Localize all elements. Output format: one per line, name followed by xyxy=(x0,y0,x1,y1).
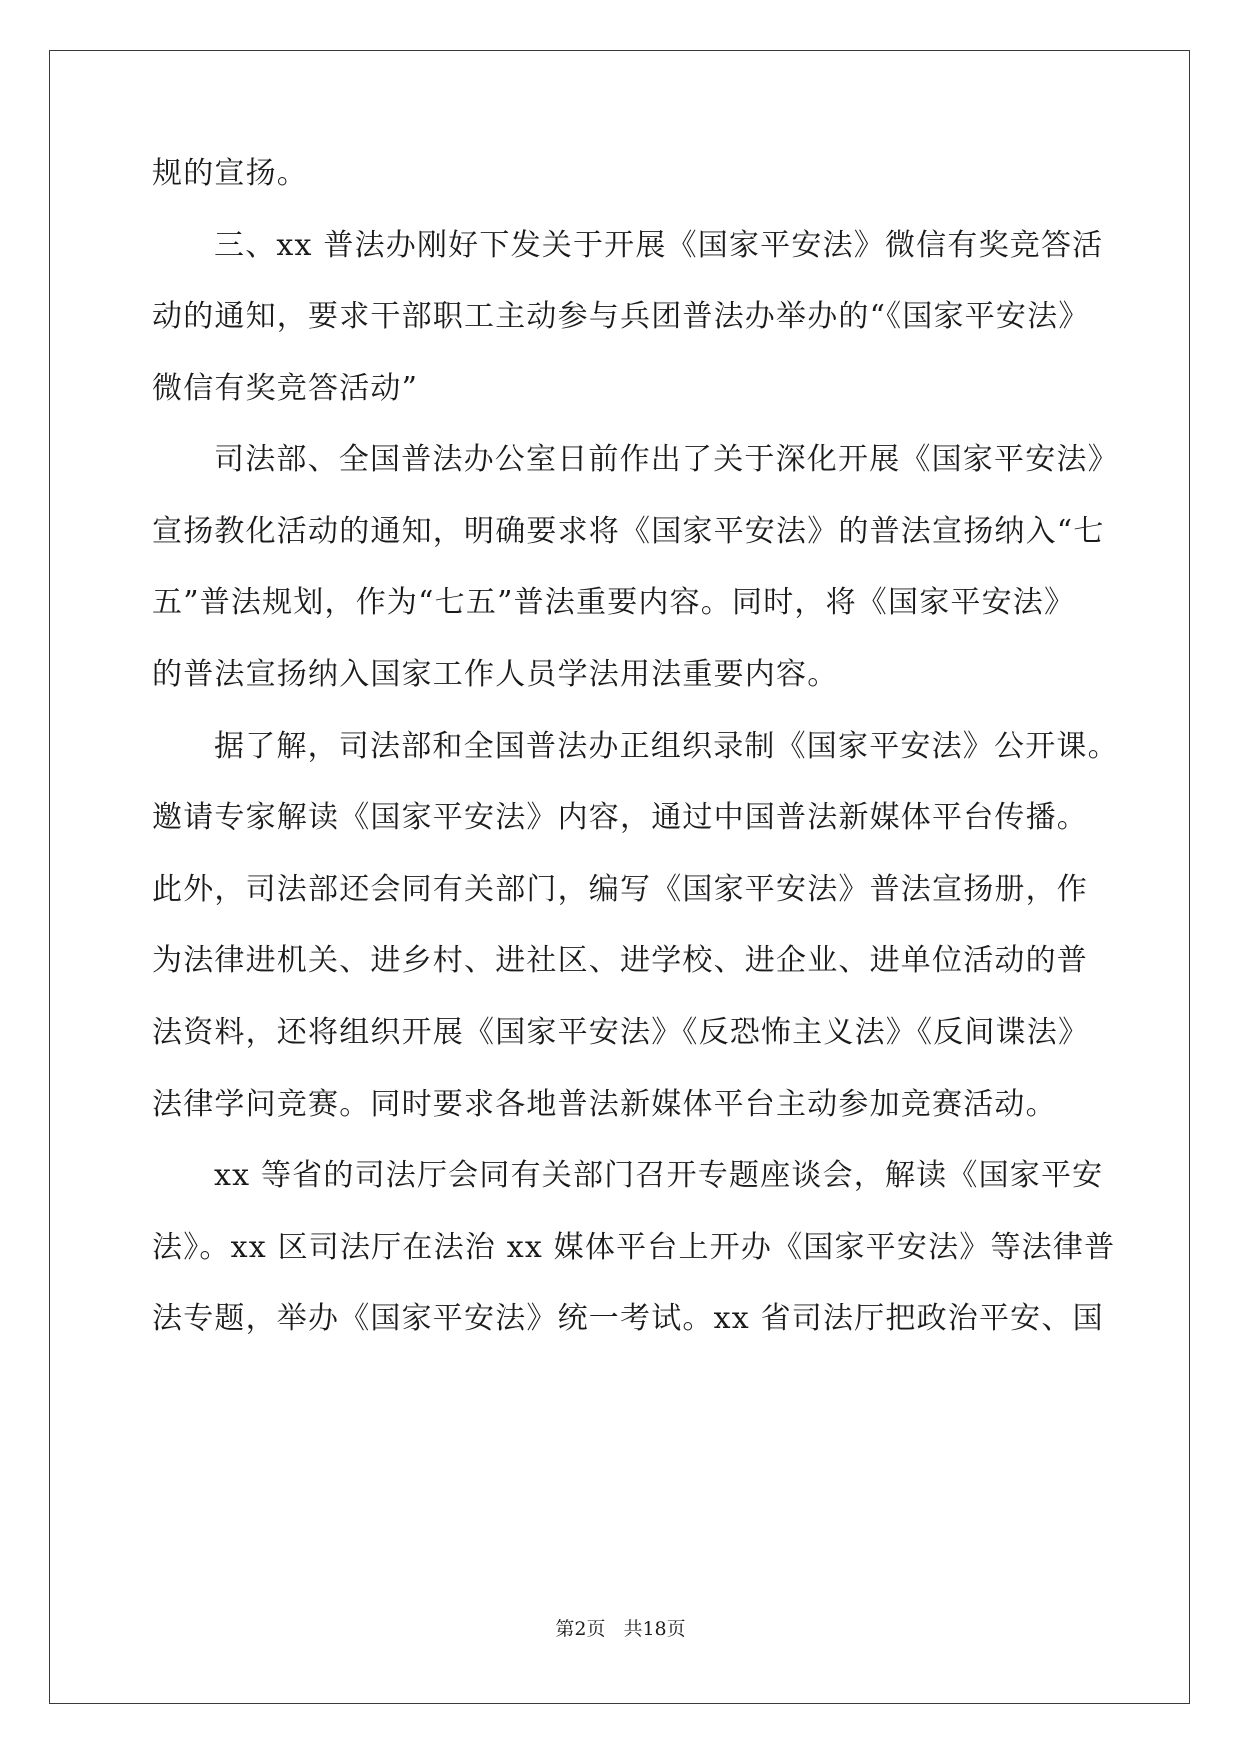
page-footer xyxy=(0,1617,1241,1641)
text-line: 动的通知，要求干部职工主动参与兵团普法办举办的“《国家平安法》 xyxy=(152,299,1090,334)
text-line: 此外，司法部还会同有关部门，编写《国家平安法》普法宣扬册，作 xyxy=(152,872,1088,907)
text-line: 微信有奖竞答活动” xyxy=(152,371,419,406)
page-number: 第2页 xyxy=(555,1618,606,1640)
text-line: 法资料，还将组织开展《国家平安法》《反恐怖主义法》《反间谍法》 xyxy=(152,1015,1090,1050)
text-line: 为法律进机关、进乡村、进社区、进学校、进企业、进单位活动的普 xyxy=(152,943,1088,978)
text-line: 法》。xx 区司法厅在法治 xx 媒体平台上开办《国家平安法》等法律普 xyxy=(152,1230,1116,1265)
text-line: 法专题，举办《国家平安法》统一考试。xx 省司法厅把政治平安、国 xyxy=(152,1301,1104,1336)
text-line: 规的宣扬。 xyxy=(152,156,308,191)
text-line: 邀请专家解读《国家平安法》内容，通过中国普法新媒体平台传播。 xyxy=(152,800,1088,835)
text-line: 据了解，司法部和全国普法办正组织录制《国家平安法》公开课。 xyxy=(214,729,1119,764)
text-line: 的普法宣扬纳入国家工作人员学法用法重要内容。 xyxy=(152,657,839,692)
page-total: 共18页 xyxy=(623,1618,686,1640)
text-line: 五”普法规划，作为“七五”普法重要内容。同时，将《国家平安法》 xyxy=(152,585,1076,620)
text-line: xx 等省的司法厅会同有关部门召开专题座谈会，解读《国家平安 xyxy=(214,1158,1104,1193)
text-line: 法律学问竞赛。同时要求各地普法新媒体平台主动参加竞赛活动。 xyxy=(152,1087,1057,1122)
text-line: 三、xx 普法办刚好下发关于开展《国家平安法》微信有奖竞答活 xyxy=(214,228,1104,263)
text-line: 宣扬教化活动的通知，明确要求将《国家平安法》的普法宣扬纳入“七 xyxy=(152,514,1105,549)
text-line: 司法部、全国普法办公室日前作出了关于深化开展《国家平安法》 xyxy=(214,442,1119,477)
